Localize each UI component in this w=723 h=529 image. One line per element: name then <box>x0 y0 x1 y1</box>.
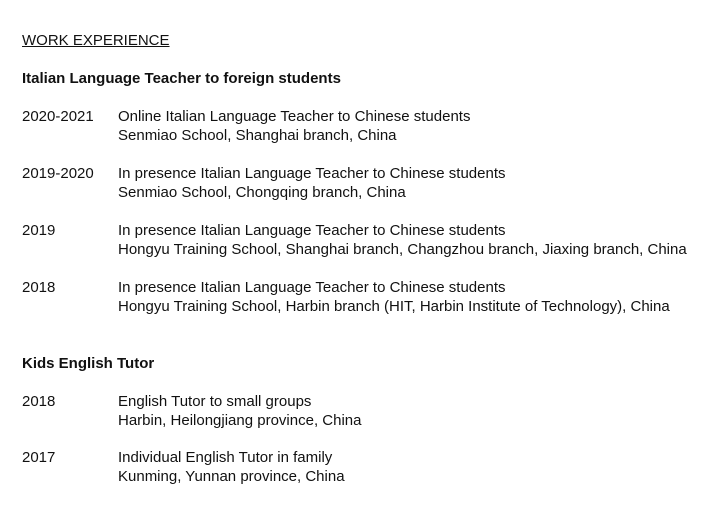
entry-year: 2019-2020 <box>22 165 94 182</box>
group-title: Italian Language Teacher to foreign students <box>22 70 341 87</box>
entry-description <box>118 221 702 259</box>
entry-year: 2017 <box>22 449 56 466</box>
experience-entry <box>22 107 702 145</box>
experience-entry <box>22 221 702 259</box>
experience-entry <box>22 164 702 202</box>
entry-role: In presence Italian Language Teacher to Chinese students <box>118 222 506 239</box>
experience-entry <box>22 278 702 316</box>
work-experience-section <box>22 31 702 486</box>
experience-group-english <box>22 354 702 486</box>
entry-role: In presence Italian Language Teacher to Chinese students <box>118 279 506 296</box>
entry-place: Hongyu Training School, Shanghai branch, Changzhou branch, Jiaxing branch, China <box>118 241 687 258</box>
entry-role: English Tutor to small groups <box>118 393 312 410</box>
entry-description <box>118 164 702 202</box>
entry-description <box>118 392 702 430</box>
entry-role: Individual English Tutor in family <box>118 449 333 466</box>
entry-description <box>118 448 702 486</box>
entry-year: 2018 <box>22 393 56 410</box>
experience-entry <box>22 392 702 430</box>
entry-role: In presence Italian Language Teacher to Chinese students <box>118 165 506 182</box>
experience-entry <box>22 448 702 486</box>
entry-place: Senmiao School, Chongqing branch, China <box>118 184 406 201</box>
experience-group-italian <box>22 69 702 316</box>
section-heading: WORK EXPERIENCE <box>22 32 170 49</box>
entry-place: Senmiao School, Shanghai branch, China <box>118 127 397 144</box>
entry-role: Online Italian Language Teacher to Chinese students <box>118 108 471 125</box>
entry-description <box>118 107 702 145</box>
entry-list <box>22 107 702 316</box>
entry-description <box>118 278 702 316</box>
entry-place: Harbin, Heilongjiang province, China <box>118 412 362 429</box>
entry-year: 2020-2021 <box>22 108 94 125</box>
entry-place: Kunming, Yunnan province, China <box>118 468 345 485</box>
group-title: Kids English Tutor <box>22 355 155 372</box>
entry-year: 2018 <box>22 279 56 296</box>
entry-list <box>22 392 702 486</box>
entry-place: Hongyu Training School, Harbin branch (HIT, Harbin Institute of Technology), China <box>118 298 670 315</box>
entry-year: 2019 <box>22 222 56 239</box>
